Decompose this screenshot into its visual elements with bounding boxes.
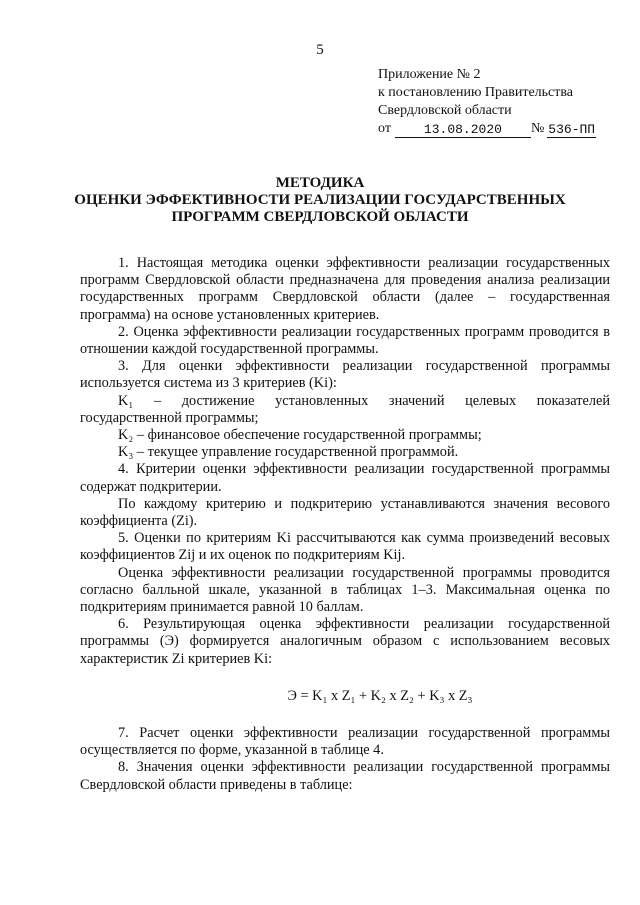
decree-date: 13.08.2020 <box>395 122 531 138</box>
paragraph-4-weights: По каждому критерию и подкритерию устанавливаются значения весового коэффициента (Zi). <box>80 495 610 530</box>
paragraph-8: 8. Значения оценки эффективности реализации государственной программы Свердловской области приведены в таблице: <box>80 759 610 793</box>
title-line-3: ПРОГРАММ СВЕРДЛОВСКОЙ ОБЛАСТИ <box>171 209 469 225</box>
paragraph-1: 1. Настоящая методика оценки эффективности реализации государственных программ Свердловской области предназначена для проведения анализа реализации государственных программ Свердловской области (далее – государственная программа) на основе установленных критериев. <box>80 255 610 323</box>
title-line-2: ОЦЕНКИ ЭФФЕКТИВНОСТИ РЕАЛИЗАЦИИ ГОСУДАРСТВЕННЫХ <box>74 192 566 208</box>
paragraph-5: 5. Оценки по критериям Ki рассчитываются как сумма произведений весовых коэффициентов Zij и их оценок по подкритериям Kij. <box>80 530 610 564</box>
appendix-line-3: Свердловской области <box>378 103 512 118</box>
appendix-header <box>378 66 596 138</box>
paragraph-4: 4. Критерии оценки эффективности реализации государственной программы содержат подкритерии. <box>80 461 610 495</box>
criterion-k1: K₁ – достижение установленных значений целевых показателей государственной программы; <box>80 392 610 426</box>
appendix-line-1: Приложение № 2 <box>378 67 481 82</box>
document-title <box>0 175 640 226</box>
efficiency-formula: Э = K₁ x Z₁ + K₂ x Z₂ + K₃ x Z₃ <box>287 687 473 704</box>
appendix-date-row <box>378 120 596 138</box>
decree-number: 536-ПП <box>548 122 596 137</box>
paragraph-2: 2. Оценка эффективности реализации государственных программ проводится в отношении каждой государственной программы. <box>80 323 610 358</box>
document-body <box>80 255 610 794</box>
paragraph-5-scale: Оценка эффективности реализации государственной программы проводится согласно балльной шкале, указанной в таблицах 1–3. Максимальная оценка по подкритериям принимается равной 10 баллам. <box>80 564 610 616</box>
paragraph-7: 7. Расчет оценки эффективности реализации государственной программы осуществляется по форме, указанной в таблице 4. <box>80 725 610 759</box>
title-line-1: МЕТОДИКА <box>275 175 365 191</box>
criterion-k3: K₃ – текущее управление государственной программой. <box>118 444 459 461</box>
number-label: № <box>530 121 545 136</box>
page-number: 5 <box>316 42 324 58</box>
appendix-line-2: к постановлению Правительства <box>378 85 574 100</box>
criterion-k2: K₂ – финансовое обеспечение государственной программы; <box>118 427 482 444</box>
paragraph-6: 6. Результирующая оценка эффективности реализации государственной программы (Э) формируется аналогичным образом с использованием весовых характеристик Zi критериев Ki: <box>80 616 610 667</box>
paragraph-3: 3. Для оценки эффективности реализации государственной программы используется система из 3 критериев (Ki): <box>80 358 610 392</box>
from-label: от <box>378 121 391 136</box>
